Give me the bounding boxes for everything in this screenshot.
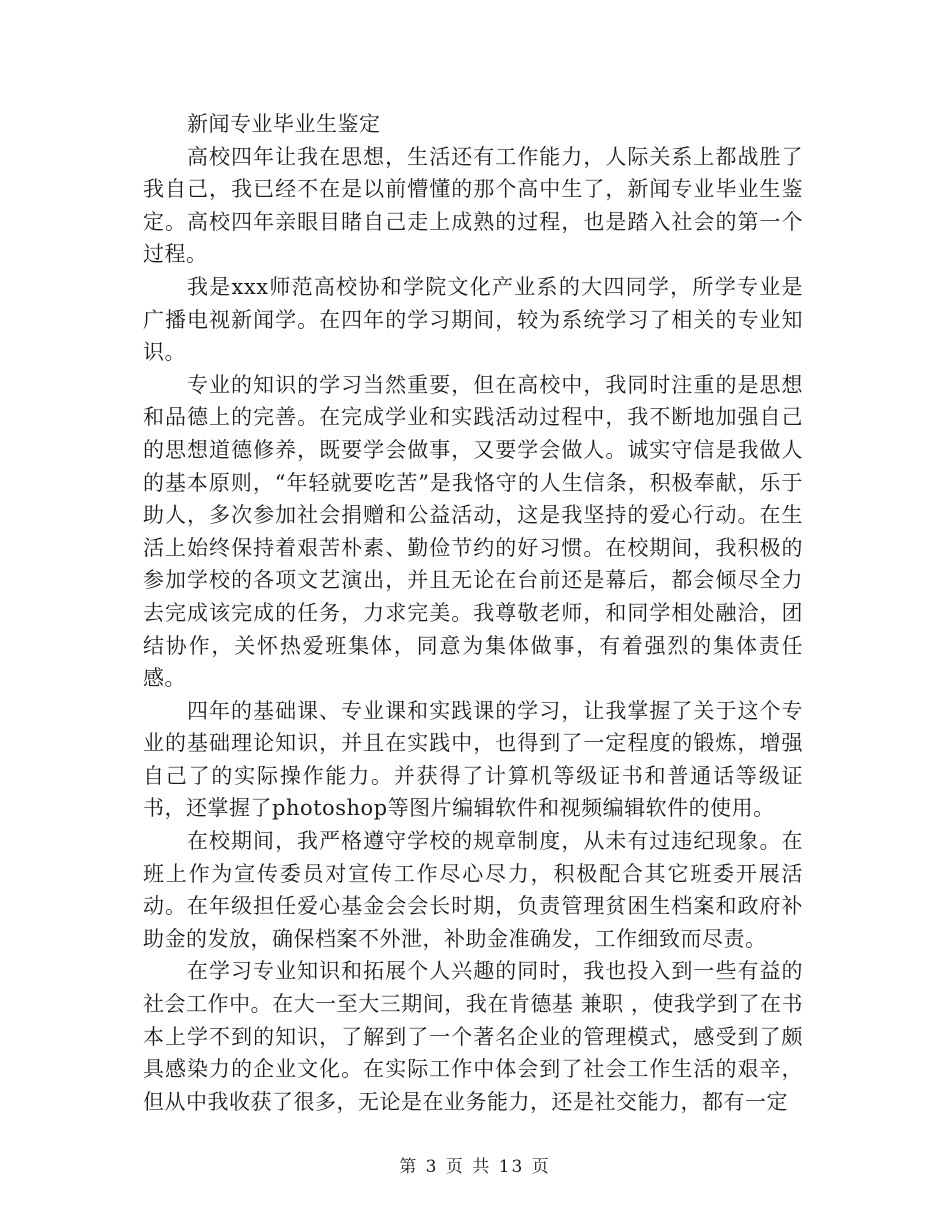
paragraph: 专业的知识的学习当然重要，但在高校中，我同时注重的是思想和品德上的完善。在完成学业和实践活动过程中，我不断地加强自己的思想道德修养，既要学会做事，又要学会做人。诚实守信是我做人的基本原则，“年轻就要吃苦”是我恪守的人生信条，积极奉献，乐于助人，多次参加社会捐赠和公益活动，这是我坚持的爱心行动。在生活上始终保持着艰苦朴素、勤俭节约的好习惯。在校期间，我积极的参加学校的各项文艺演出，并且无论在台前还是幕后，都会倾尽全力去完成该完成的任务，力求完美。我尊敬老师，和同学相处融洽，团结协作，关怀热爱班集体，同意为集体做事，有着强烈的集体责任感。 [143,372,803,691]
document-body [143,108,803,1118]
paragraph: 在校期间，我严格遵守学校的规章制度，从未有过违纪现象。在班上作为宣传委员对宣传工作尽心尽力，积极配合其它班委开展活动。在年级担任爱心基金会会长时期，负责管理贫困生档案和政府补助金的发放，确保档案不外泄，补助金准确发，工作细致而尽责。 [143,829,803,951]
paragraph: 我是xxx师范高校协和学院文化产业系的大四同学，所学专业是广播电视新闻学。在四年的学习期间，较为系统学习了相关的专业知识。 [143,274,803,365]
paragraph: 高校四年让我在思想，生活还有工作能力，人际关系上都战胜了我自己，我已经不在是以前懵懂的那个高中生了，新闻专业毕业生鉴定。高校四年亲眼目睹自己走上成熟的过程，也是踏入社会的第一个过程。 [143,144,803,267]
paragraph: 在学习专业知识和拓展个人兴趣的同时，我也投入到一些有益的社会工作中。在大一至大三期间，我在肯德基 兼职 ，使我学到了在书本上学不到的知识，了解到了一个著名企业的管理模式，感受到了颇具感染力的企业文化。在实际工作中体会到了社会工作生活的艰辛，但从中我收获了很多，无论是在业务能力，还是社交能力，都有一定 [143,959,803,1114]
page-number-footer: 第 3 页 共 13 页 [399,1157,551,1177]
document-title: 新闻专业毕业生鉴定 [187,112,381,136]
paragraph: 四年的基础课、专业课和实践课的学习，让我掌握了关于这个专业的基础理论知识，并且在实践中，也得到了一定程度的锻炼，增强自己了的实际操作能力。并获得了计算机等级证书和普通话等级证书，还掌握了photoshop等图片编辑软件和视频编辑软件的使用。 [143,698,803,821]
